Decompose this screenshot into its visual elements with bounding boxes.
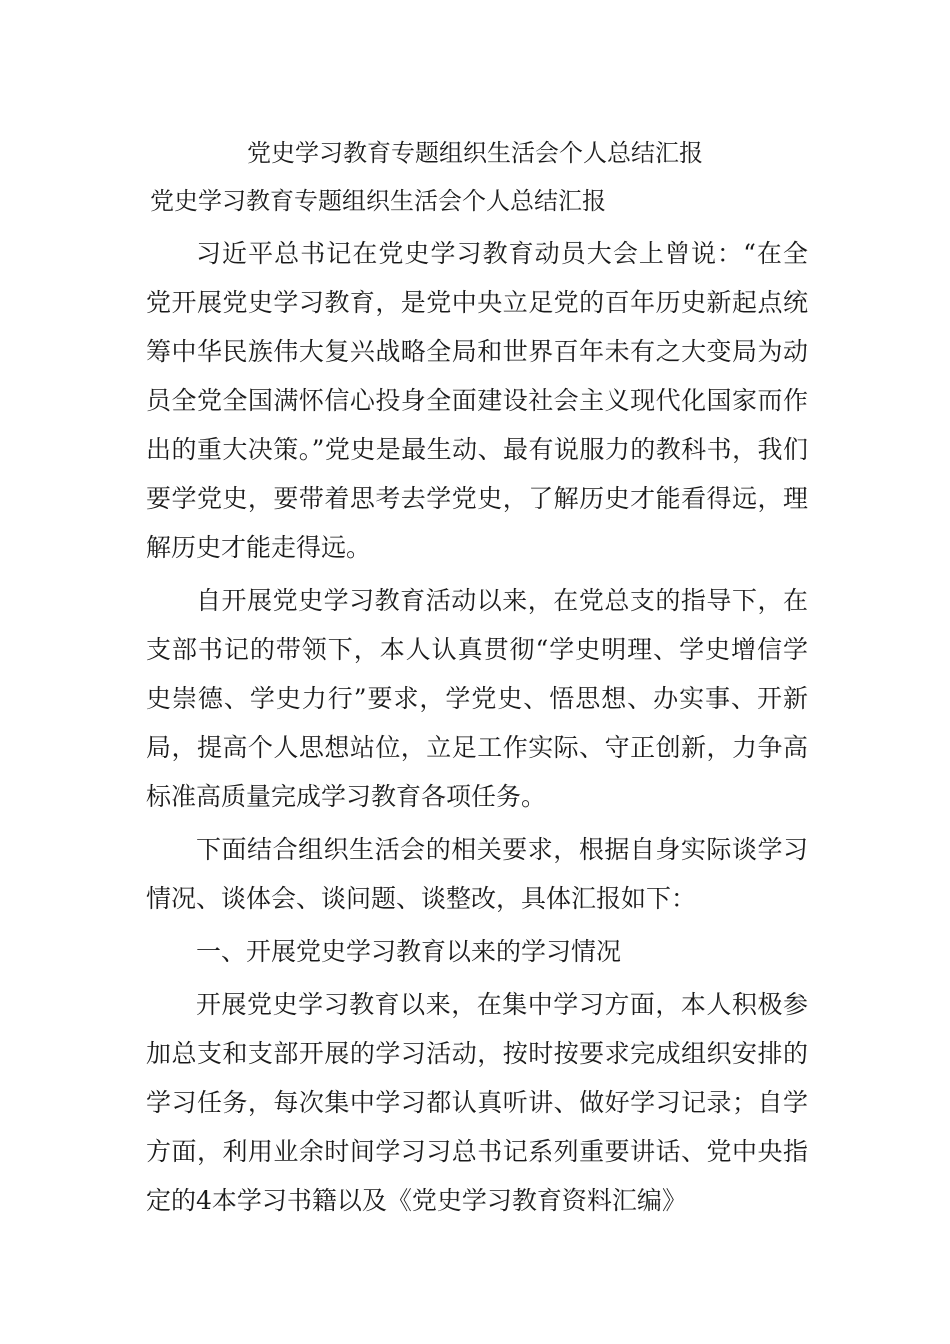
document-subtitle: 党史学习教育专题组织生活会个人总结汇报 <box>150 187 606 215</box>
paragraph-activities: 自开展党史学习教育活动以来，在党总支的指导下，在支部书记的带领下，本人认真贯彻“学史明理、学史增信学史崇德、学史力行”要求，学党史、悟思想、办实事、开新局，提高个人思想站位，立足工作实际、守正创新，力争高标准高质量完成学习教育各项任务。 <box>146 586 808 811</box>
paragraph-overview: 下面结合组织生活会的相关要求，根据自身实际谈学习情况、谈体会、谈问题、谈整改，具体汇报如下： <box>146 835 808 913</box>
document-title: 党史学习教育专题组织生活会个人总结汇报 <box>247 139 703 167</box>
section-heading-1: 一、开展党史学习教育以来的学习情况 <box>196 937 622 966</box>
paragraph-intro: 习近平总书记在党史学习教育动员大会上曾说：“在全党开展党史学习教育，是党中央立足党的百年历史新起点统筹中华民族伟大复兴战略全局和世界百年未有之大变局为动员全党全国满怀信心投身全面建设社会主义现代化国家而作出的重大决策。”党史是最生动、最有说服力的教科书，我们要学党史，要带着思考去学党史，了解历史才能看得远，理解历史才能走得远。 <box>146 239 808 562</box>
paragraph-study-situation: 开展党史学习教育以来，在集中学习方面，本人积极参加总支和支部开展的学习活动，按时按要求完成组织安排的学习任务，每次集中学习都认真听讲、做好学习记录；自学方面，利用业余时间学习习总书记系列重要讲话、党中央指定的4本学习书籍以及《党史学习教育资料汇编》 <box>146 990 808 1215</box>
document-body <box>146 229 808 1229</box>
